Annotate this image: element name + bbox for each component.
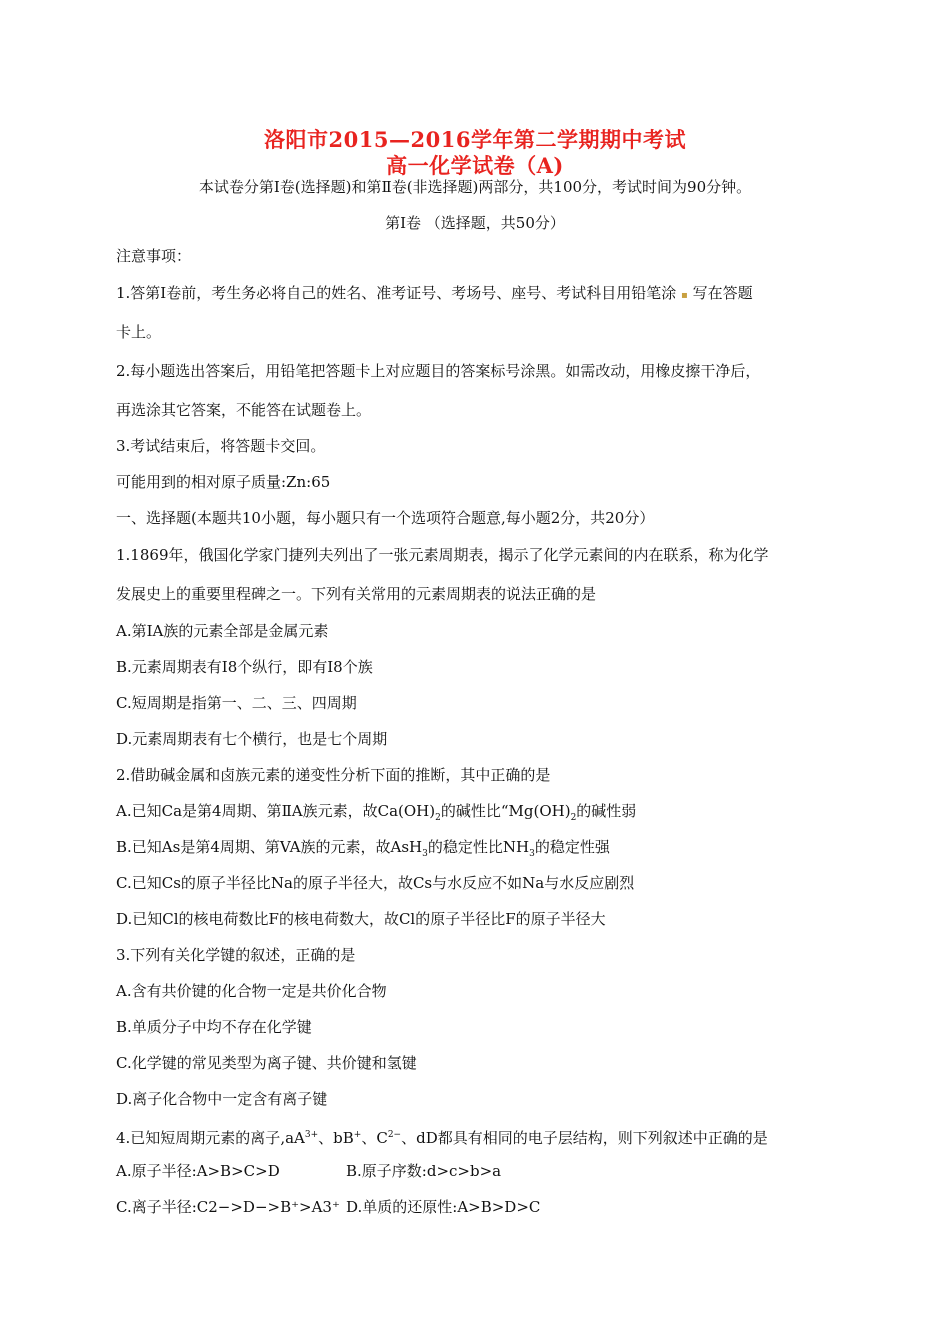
q4-stem xyxy=(116,1126,768,1147)
q1-option-b: B.元素周期表有I8个纵行，即有I8个族 xyxy=(116,658,373,676)
q4-superscript-2: + xyxy=(353,1130,362,1140)
part1-heading: 第Ⅰ卷 （选择题，共50分） xyxy=(385,214,565,232)
q4-stem-text-1: 4.已知短周期元素的离子,aA xyxy=(116,1129,305,1147)
note-1-part-a: 1.答第Ⅰ卷前，考生务必将自己的姓名、准考证号、考场号、座号、考试科目用铅笔涂 xyxy=(116,284,677,302)
q3-option-d: D.离子化合物中一定含有离子键 xyxy=(116,1090,328,1108)
q2-a-text-3: 的碱性弱 xyxy=(576,802,637,820)
q4-stem-text-4: 、dD都具有相同的电子层结构，则下列叙述中正确的是 xyxy=(401,1129,768,1147)
q2-option-d: D.已知Cl的核电荷数比F的核电荷数大，故Cl的原子半径比F的原子半径大 xyxy=(116,910,606,928)
q2-option-c: C.已知Cs的原子半径比Na的原子半径大，故Cs与水反应不如Na与水反应剧烈 xyxy=(116,874,635,892)
q2-option-b xyxy=(116,838,610,863)
q2-b-subscript-2: 3 xyxy=(529,849,535,859)
q2-a-subscript-2: 2 xyxy=(570,813,577,823)
note-2-continued: 再选涂其它答案，不能答在试题卷上。 xyxy=(116,401,372,419)
exam-subtitle: 高一化学试卷（A) xyxy=(386,153,564,178)
q1-stem: 1.1869年，俄国化学家门捷列夫列出了一张元素周期表，揭示了化学元素间的内在联系，称为化学 xyxy=(116,546,769,564)
note-2: 2.每小题选出答案后，用铅笔把答题卡上对应题目的答案标号涂黑。如需改动，用橡皮擦干净后， xyxy=(116,362,761,380)
q3-option-a: A.含有共价键的化合物一定是共价化合物 xyxy=(116,982,387,1000)
q4-option-b: B.原子序数:d>c>b>a xyxy=(346,1162,502,1180)
q2-a-subscript-1: 2 xyxy=(435,813,441,823)
q2-b-subscript-1: 3 xyxy=(422,849,428,859)
exam-title: 洛阳市2015—2016学年第二学期期中考试 xyxy=(264,127,686,152)
q4-options-row-2 xyxy=(116,1198,541,1216)
note-1-part-b: 写在答题 xyxy=(692,284,753,302)
note-3: 3.考试结束后，将答题卡交回。 xyxy=(116,437,326,455)
q4-stem-text-3: 、C xyxy=(361,1129,388,1147)
note-1-continued: 卡上。 xyxy=(116,323,162,341)
q1-option-a: A.第ⅠA族的元素全部是金属元素 xyxy=(116,622,329,640)
q2-b-text-1: B.已知As是第4周期、第VA族的元素，故AsH xyxy=(116,838,423,856)
q2-b-text-2: 的稳定性比NH xyxy=(427,838,530,856)
q4-stem-text-2: 、bB xyxy=(318,1129,354,1147)
note-1 xyxy=(116,284,753,305)
q1-option-c: C.短周期是指第一、二、三、四周期 xyxy=(116,694,357,712)
q2-option-a xyxy=(116,802,636,827)
q4-superscript-1: 3+ xyxy=(304,1130,319,1140)
q4-options-row-1 xyxy=(116,1162,502,1180)
q3-option-b: B.单质分子中均不存在化学键 xyxy=(116,1018,312,1036)
q1-stem-continued: 发展史上的重要里程碑之一。下列有关常用的元素周期表的说法正确的是 xyxy=(116,585,597,603)
q3-stem: 3.下列有关化学键的叙述，正确的是 xyxy=(116,946,356,964)
intro-text: 本试卷分第Ⅰ卷(选择题)和第Ⅱ卷(非选择题)两部分，共100分，考试时间为90分钟。 xyxy=(198,178,752,196)
q4-option-d: D.单质的还原性:A>B>D>C xyxy=(346,1198,541,1216)
q2-a-text-2: 的碱性比“Mg(OH) xyxy=(440,802,571,820)
q1-option-d: D.元素周期表有七个横行，也是七个周期 xyxy=(116,730,388,748)
q4-option-c: C.离子半径:C2−>D−>B⁺>A3⁺ xyxy=(116,1198,340,1216)
section1-heading: 一、选择题(本题共10小题，每小题只有一个选项符合题意,每小题2分，共20分） xyxy=(116,509,655,527)
atomic-mass-note: 可能用到的相对原子质量:Zn:65 xyxy=(116,473,331,491)
q4-option-a: A.原子半径:A>B>C>D xyxy=(116,1162,280,1180)
notes-heading: 注意事项： xyxy=(116,247,192,265)
q3-option-c: C.化学键的常见类型为离子键、共价键和氢键 xyxy=(116,1054,417,1072)
q2-b-text-3: 的稳定性强 xyxy=(534,838,610,856)
q2-a-text-1: A.已知Ca是第4周期、第ⅡA族元素，故Ca(OH) xyxy=(116,802,436,820)
q4-superscript-3: 2− xyxy=(387,1130,402,1140)
q2-stem: 2.借助碱金属和卤族元素的递变性分析下面的推断，其中正确的是 xyxy=(116,766,551,784)
stray-mark: ▪ xyxy=(681,290,688,301)
